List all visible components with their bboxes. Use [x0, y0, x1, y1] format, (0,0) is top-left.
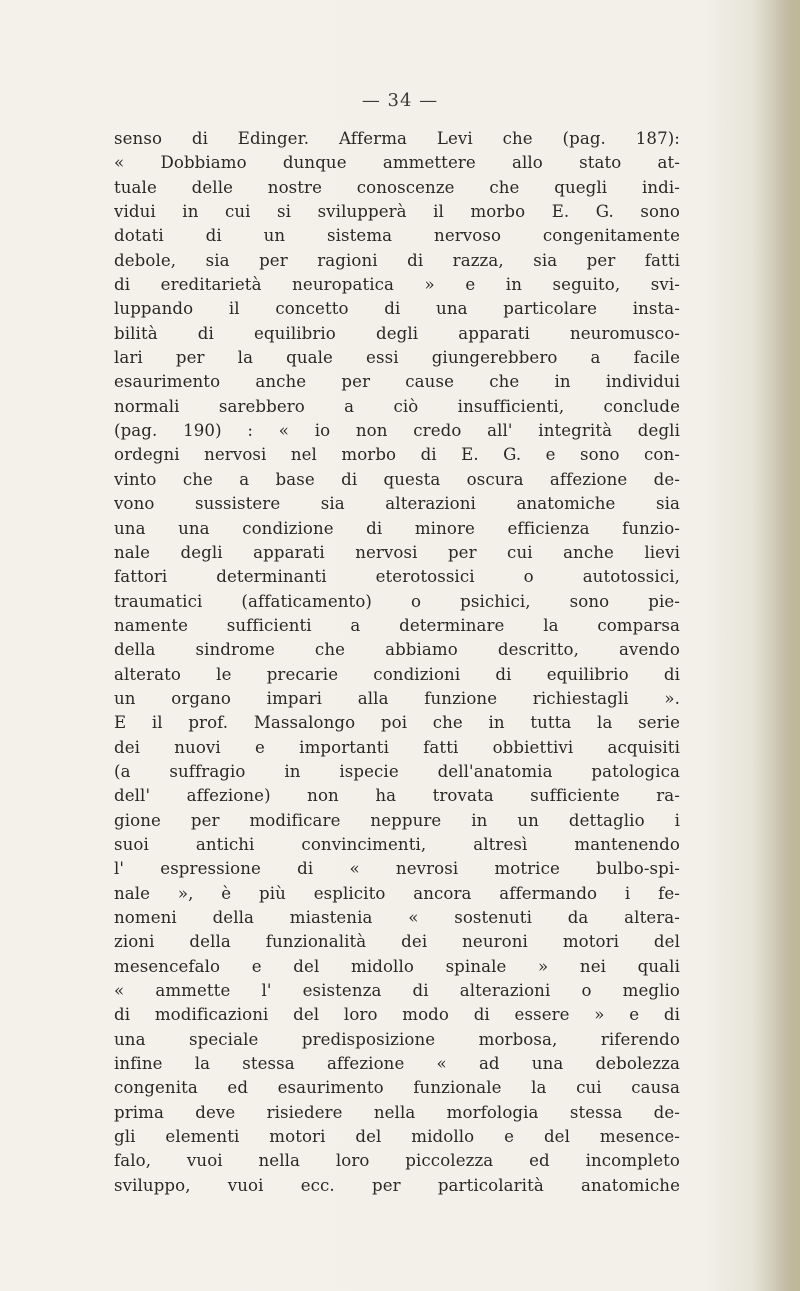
text-line: di modificazioni del loro modo di essere » e di: [114, 1005, 680, 1025]
text-line: alterato le precarie condizioni di equilibrio di: [114, 664, 680, 684]
text-line: vinto che a base di questa oscura affezione de-: [114, 469, 680, 489]
text-line: falo, vuoi nella loro piccolezza ed incompleto: [114, 1151, 680, 1171]
text-line: di ereditarietà neuropatica » e in seguito, svi-: [114, 275, 680, 295]
text-line: « ammette l' esistenza di alterazioni o meglio: [114, 981, 680, 1001]
text-line: vono sussistere sia alterazioni anatomiche sia: [114, 494, 680, 514]
text-line: bilità di equilibrio degli apparati neuromusco-: [114, 323, 680, 343]
text-line: E il prof. Massalongo poi che in tutta la serie: [114, 713, 680, 733]
text-line: sviluppo, vuoi ecc. per particolarità anatomiche: [114, 1175, 680, 1195]
text-line: dei nuovi e importanti fatti obbiettivi acquisiti: [114, 737, 680, 757]
text-line: infine la stessa affezione « ad una debolezza: [114, 1054, 680, 1074]
text-line: namente sufficienti a determinare la comparsa: [114, 615, 680, 635]
text-line: nale », è più esplicito ancora affermando i fe-: [114, 883, 680, 903]
text-line: (a suffragio in ispecie dell'anatomia patologica: [114, 761, 680, 781]
text-line: gli elementi motori del midollo e del mesence-: [114, 1127, 680, 1147]
text-line: nomeni della miastenia « sostenuti da altera-: [114, 908, 680, 927]
text-line: congenita ed esaurimento funzionale la cui causa: [114, 1078, 680, 1098]
text-line: nale degli apparati nervosi per cui anche lievi: [114, 542, 680, 562]
text-line: senso di Edinger. Afferma Levi che (pag. 187):: [114, 129, 680, 148]
text-line: prima deve risiedere nella morfologia stessa de-: [114, 1102, 680, 1122]
text-line: (pag. 190) : « io non credo all' integrità degli: [114, 421, 680, 441]
text-line: l' espressione di « nevrosi motrice bulbo-spi-: [114, 859, 680, 879]
text-line: una una condizione di minore efficienza funzio-: [114, 518, 680, 538]
text-line: lari per la quale essi giungerebbero a facile: [114, 348, 680, 368]
text-line: una speciale predisposizione morbosa, riferendo: [114, 1029, 680, 1049]
text-line: « Dobbiamo dunque ammettere allo stato at-: [114, 153, 680, 173]
text-line: tuale delle nostre conoscenze che quegli indi-: [114, 177, 680, 197]
text-line: normali sarebbero a ciò insufficienti, conclude: [114, 396, 680, 416]
text-line: zioni della funzionalità dei neuroni motori del: [114, 932, 680, 952]
text-line: della sindrome che abbiamo descritto, avendo: [114, 640, 680, 660]
text-line: dell' affezione) non ha trovata sufficiente ra-: [114, 786, 680, 806]
page-edge-shadow: [774, 0, 800, 1291]
text-line: fattori determinanti eterotossici o autotossici,: [114, 567, 680, 587]
text-line: suoi antichi convincimenti, altresì mantenendo: [114, 834, 680, 854]
text-line: luppando il concetto di una particolare insta-: [114, 299, 680, 319]
text-line: un organo impari alla funzione richiestagli ».: [114, 688, 680, 708]
text-line: gione per modificare neppure in un dettaglio i: [114, 810, 680, 830]
text-line: esaurimento anche per cause che in individui: [114, 372, 680, 392]
text-line: mesencefalo e del midollo spinale » nei quali: [114, 956, 680, 976]
text-line: vidui in cui si svilupperà il morbo E. G. sono: [114, 202, 680, 222]
body-text: [114, 127, 680, 1198]
page-number: — 34 —: [361, 90, 439, 111]
text-line: ordegni nervosi nel morbo di E. G. e sono con-: [114, 445, 680, 465]
text-line: traumatici (affaticamento) o psichici, sono pie-: [114, 591, 680, 611]
text-line: dotati di un sistema nervoso congenitamente: [114, 226, 680, 246]
text-line: debole, sia per ragioni di razza, sia per fatti: [114, 250, 680, 270]
